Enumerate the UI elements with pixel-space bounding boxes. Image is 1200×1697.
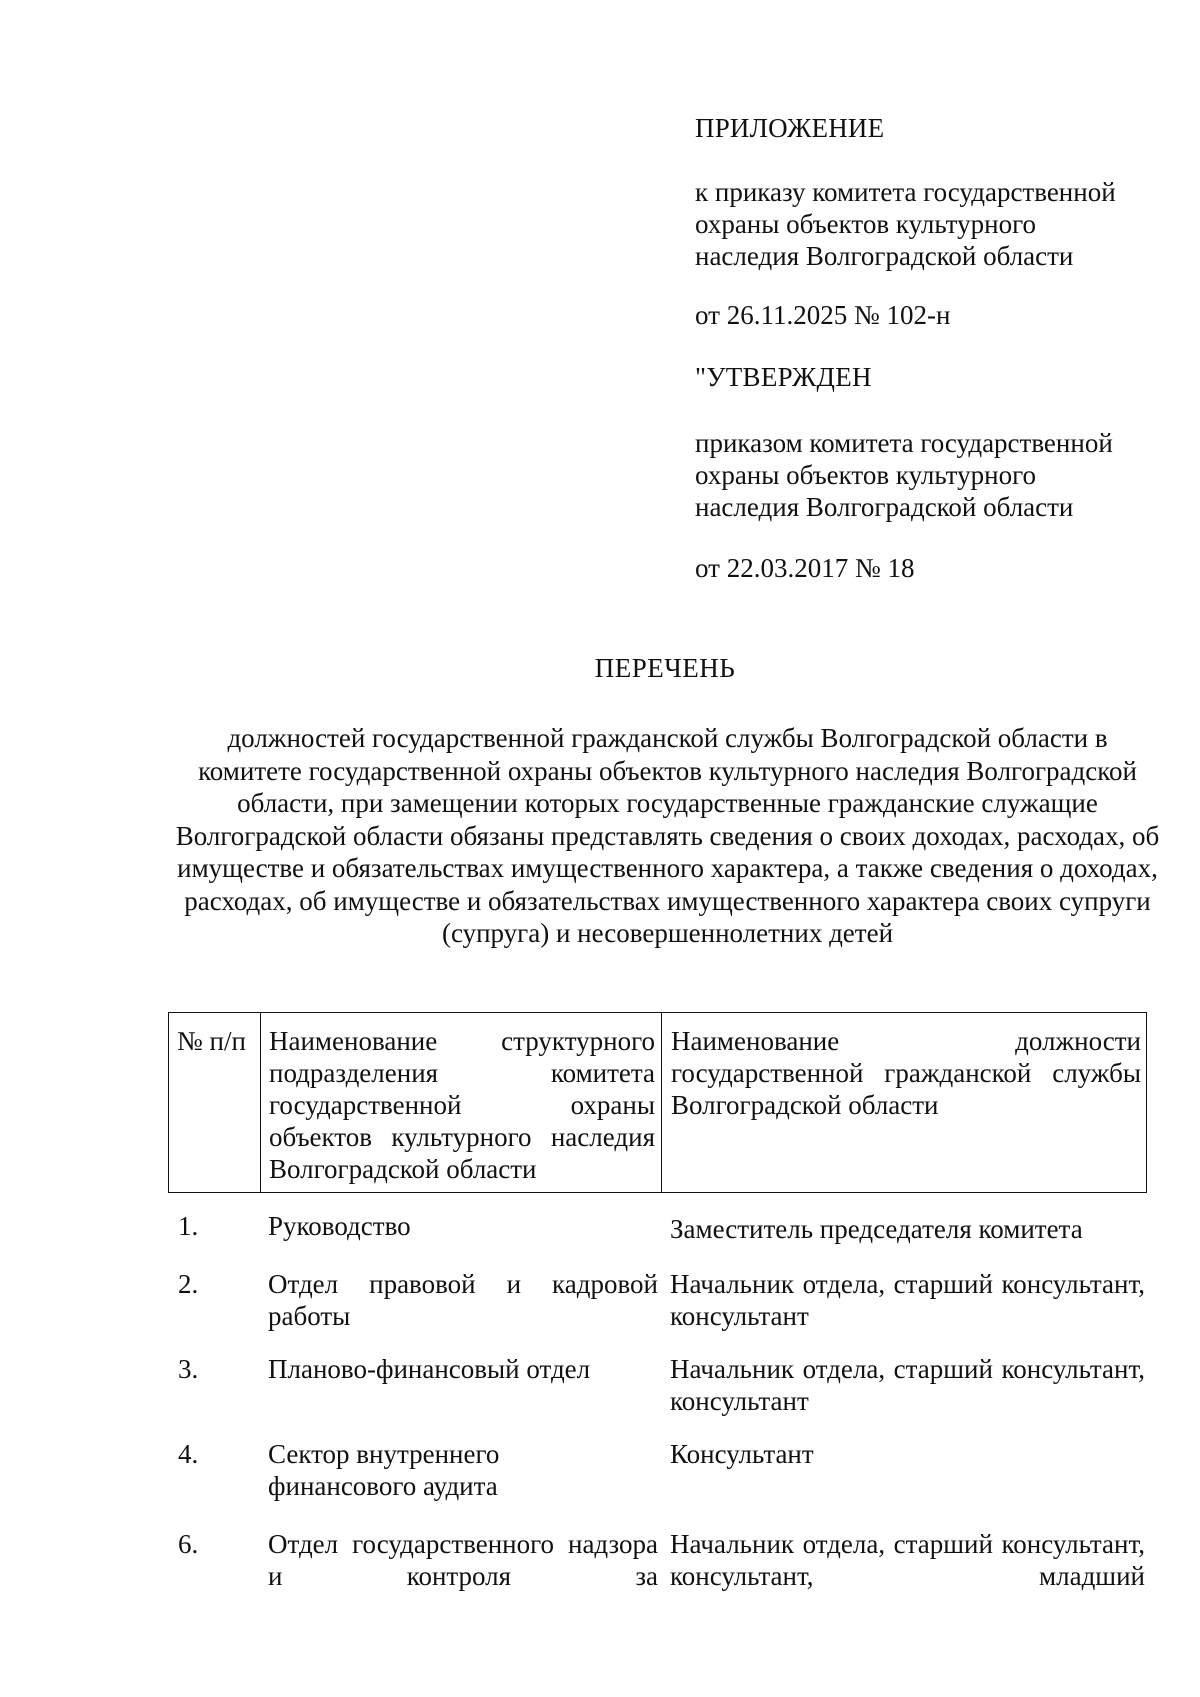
approved-label: "УТВЕРЖДЕН: [695, 362, 872, 392]
row-department: Сектор внутреннего финансового аудита: [268, 1439, 500, 1501]
column-divider: [260, 1013, 261, 1192]
row-department: Руководство: [268, 1211, 411, 1241]
row-position: Начальник отдела, старший консультант, консультант: [670, 1269, 1145, 1331]
row-department: Отдел правовой и кадровой работы: [268, 1269, 658, 1331]
column-header-number: № п/п: [177, 1026, 246, 1056]
column-header-position: Наименование должности государственной гражданской службы Волгоградской области: [671, 1026, 1141, 1120]
row-department: Планово-финансовый отдел: [268, 1354, 591, 1384]
order-date: от 26.11.2025 № 102-н: [695, 300, 951, 330]
column-divider: [661, 1013, 662, 1192]
row-number: 1.: [178, 1211, 199, 1241]
approved-date: от 22.03.2017 № 18: [695, 553, 915, 583]
table-header: [168, 1012, 1147, 1193]
approved-by: приказом комитета государственной охраны объектов культурного наследия Волгоградской области: [695, 428, 1113, 522]
column-header-department: Наименование структурного подразделения комитета государственной охраны объектов культурного наследия Волгоградской области: [269, 1026, 655, 1184]
appendix-title: ПРИЛОЖЕНИЕ: [695, 113, 885, 143]
row-number: 3.: [178, 1354, 199, 1384]
list-title: ПЕРЕЧЕНЬ: [594, 653, 736, 683]
row-position: Начальник отдела, старший консультант, консультант, младший: [670, 1529, 1145, 1591]
order-reference: к приказу комитета государственной охраны объектов культурного наследия Волгоградской области: [695, 177, 1116, 271]
row-position: Заместитель председателя комитета: [670, 1214, 1083, 1244]
row-department: Отдел государственного надзора и контроля за: [268, 1529, 658, 1591]
row-number: 6.: [178, 1529, 199, 1559]
list-subtitle: должностей государственной гражданской службы Волгоградской области в комитете государственной охраны объектов культурного наследия Волгоградской области, при замещении которых государственные гражданские служащие Волгоградской области обязаны представлять сведения о своих доходах, расходах, об имуществе и обязательствах имущественного характера, а также сведения о доходах, расходах, об имуществе и обязательствах имущественного характера своих супруги (супруга) и несовершеннолетних детей: [175, 723, 1160, 948]
row-number: 2.: [178, 1269, 199, 1299]
row-position: Начальник отдела, старший консультант, консультант: [670, 1354, 1145, 1416]
row-number: 4.: [178, 1439, 199, 1469]
row-position: Консультант: [670, 1439, 814, 1469]
